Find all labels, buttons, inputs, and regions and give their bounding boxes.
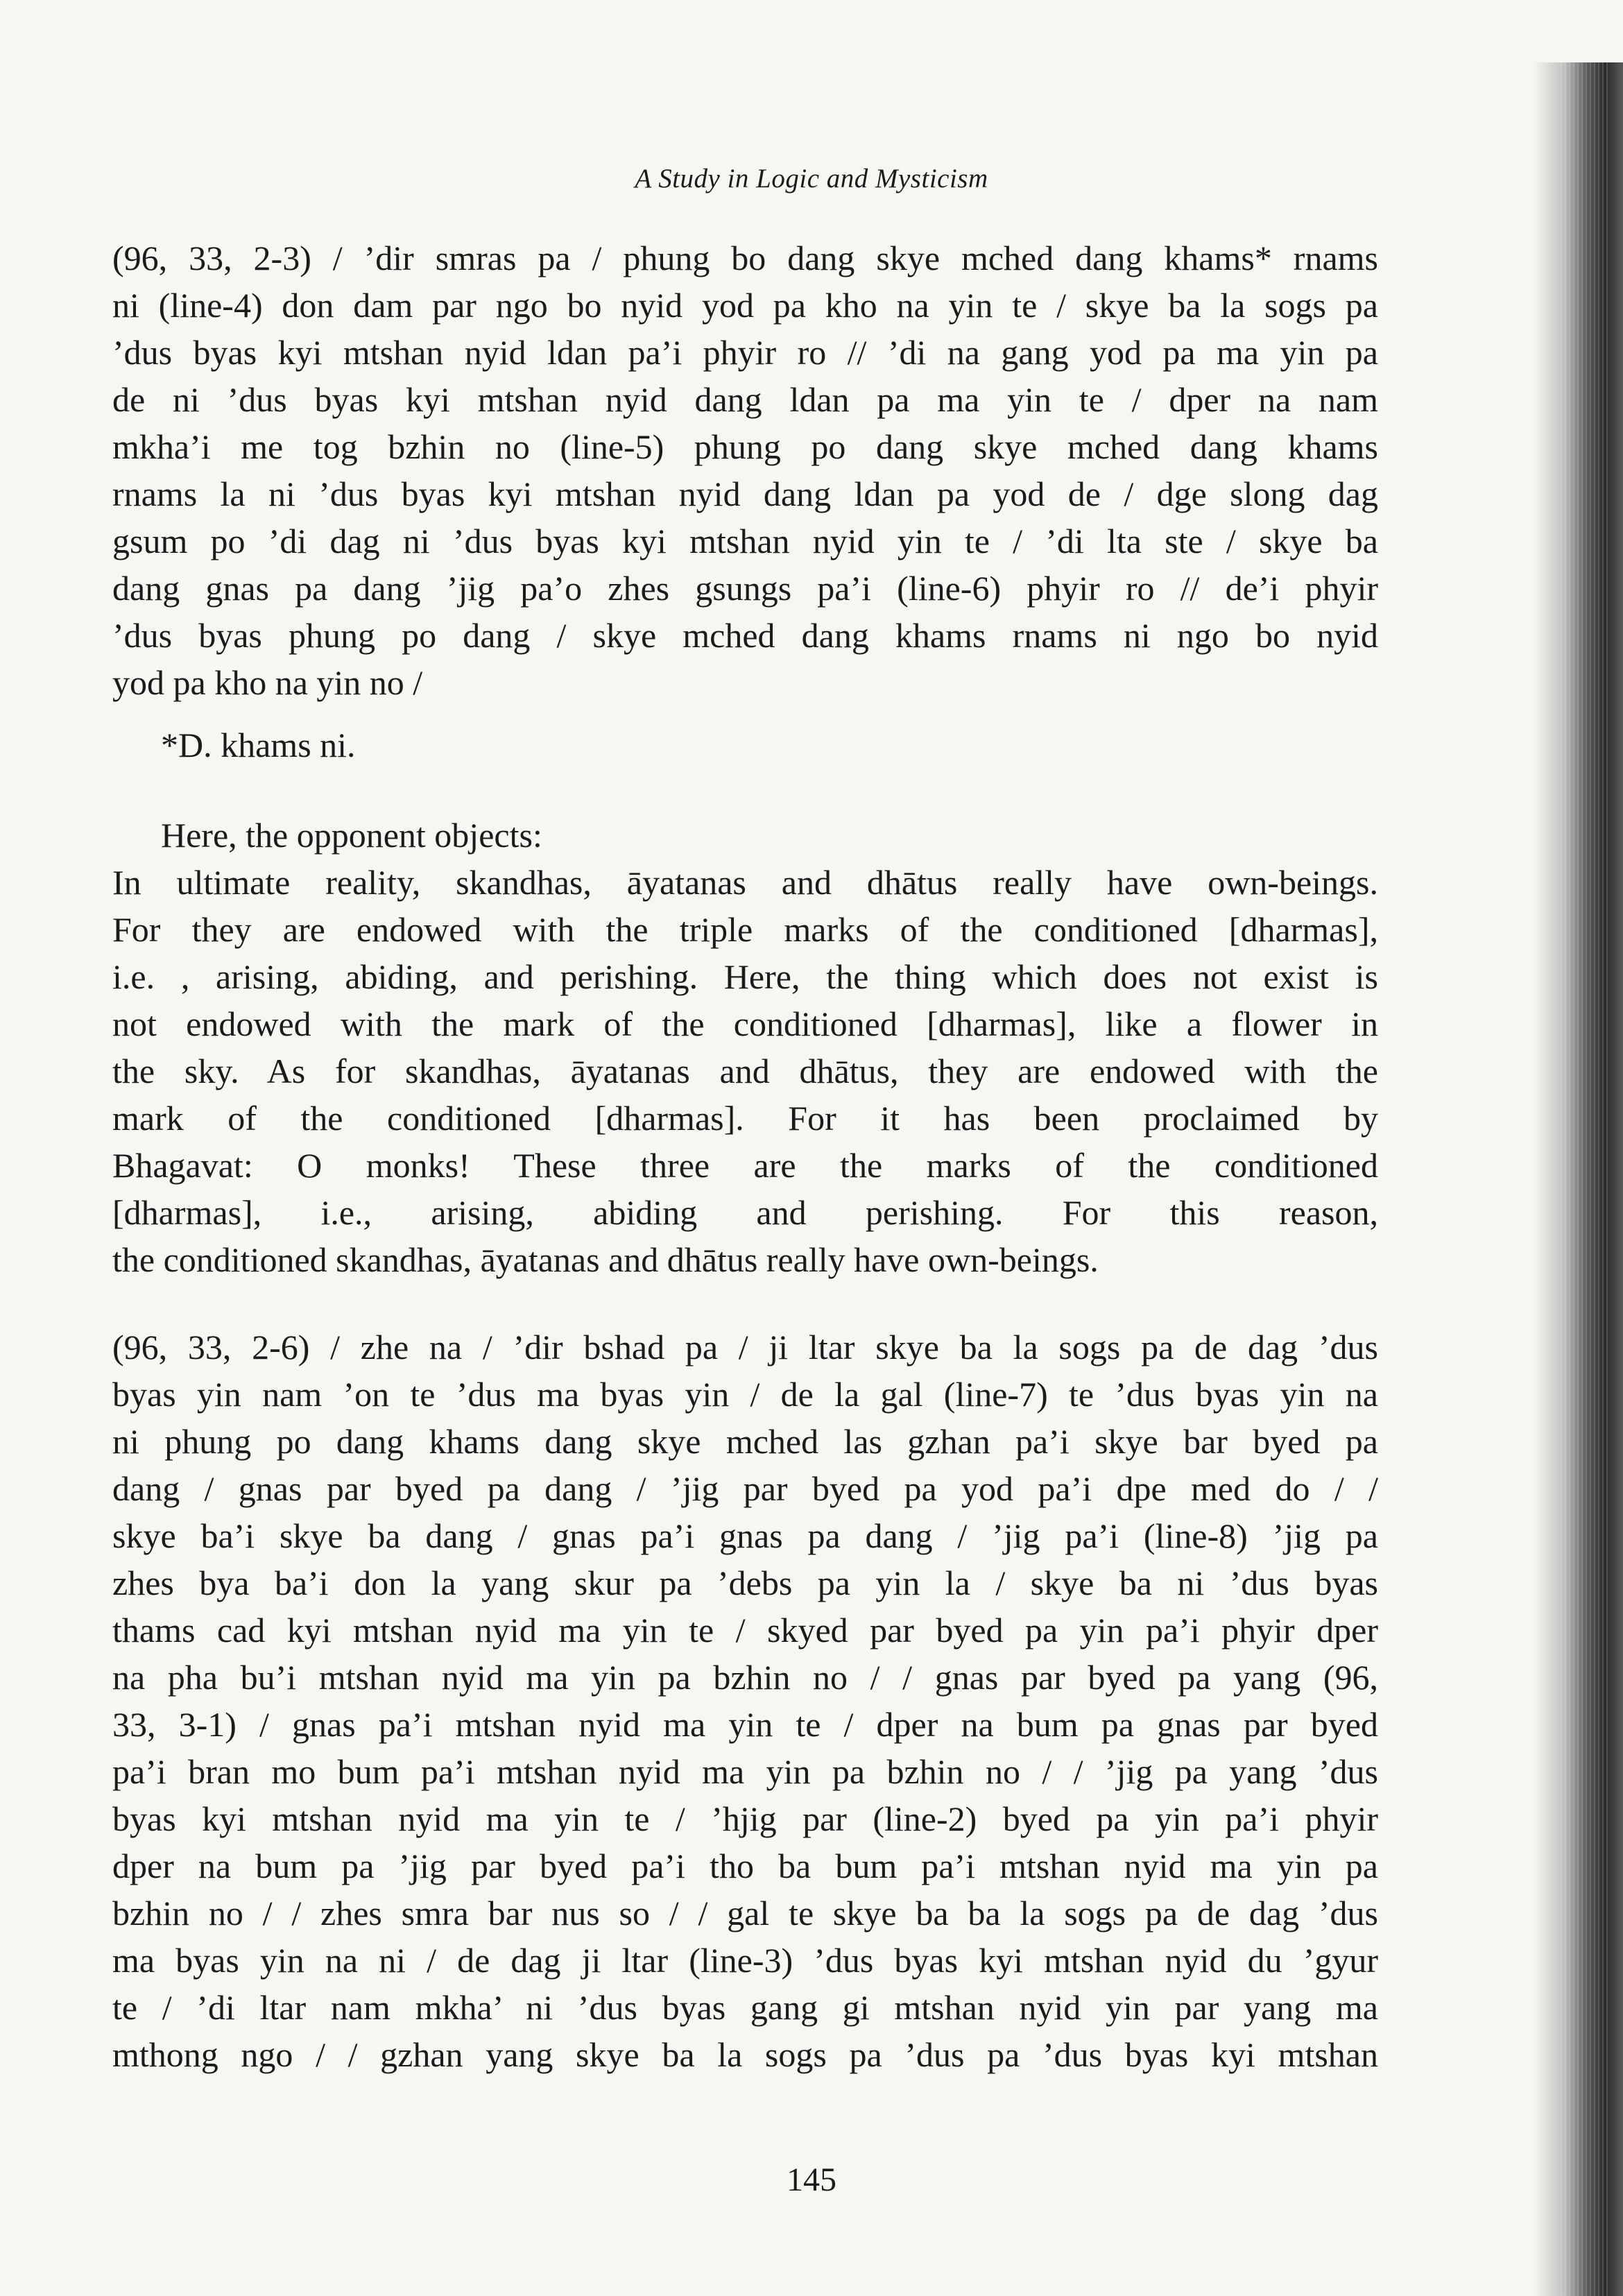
text-line: yod pa kho na yin no / (112, 663, 423, 702)
text-line: rnams la ni ’dus byas kyi mtshan nyid dang ldan pa yod de / dge slong dag (112, 474, 1378, 513)
text-line: the sky. As for skandhas, āyatanas and dhātus, they are endowed with the (112, 1052, 1378, 1090)
translation-paragraph (112, 859, 1378, 1283)
text-line: For they are endowed with the triple marks of the conditioned [dharmas], (112, 910, 1378, 949)
text-line: (96, 33, 2-6) / zhe na / ’dir bshad pa / ji ltar skye ba la sogs pa de dag ’dus (112, 1328, 1378, 1367)
running-header: A Study in Logic and Mysticism (635, 164, 988, 194)
text-line: ni phung po dang khams dang skye mched las gzhan pa’i skye bar byed pa (112, 1422, 1378, 1461)
text-line: gsum po ’di dag ni ’dus byas kyi mtshan nyid yin te / ’di lta ste / skye ba (112, 522, 1378, 560)
text-line: ni (line-4) don dam par ngo bo nyid yod pa kho na yin te / skye ba la sogs pa (112, 286, 1378, 325)
text-line: mthong ngo / / gzhan yang skye ba la sogs pa ’dus pa ’dus byas kyi mtshan (112, 2035, 1378, 2074)
text-line: byas kyi mtshan nyid ma yin te / ’hjig par (line-2) byed pa yin pa’i phyir (112, 1799, 1378, 1838)
text-line: dper na bum pa ’jig par byed pa’i tho ba bum pa’i mtshan nyid ma yin pa (112, 1847, 1378, 1885)
book-binding-texture (1561, 62, 1609, 2296)
text-line: not endowed with the mark of the conditioned [dharmas], like a flower in (112, 1004, 1378, 1043)
text-line: 33, 3-1) / gnas pa’i mtshan nyid ma yin te / dper na bum pa gnas par byed (112, 1705, 1378, 1744)
text-line: mkha’i me tog bzhin no (line-5) phung po dang skye mched dang khams (112, 427, 1378, 466)
text-line: skye ba’i skye ba dang / gnas pa’i gnas pa dang / ’jig pa’i (line-8) ’jig pa (112, 1516, 1378, 1555)
text-line: te / ’di ltar nam mkha’ ni ’dus byas gang gi mtshan nyid yin par yang ma (112, 1988, 1378, 2027)
text-line: byas yin nam ’on te ’dus ma byas yin / de la gal (line-7) te ’dus byas yin na (112, 1375, 1378, 1414)
text-line: ma byas yin na ni / de dag ji ltar (line-3) ’dus byas kyi mtshan nyid du ’gyur (112, 1941, 1378, 1980)
text-line: In ultimate reality, skandhas, āyatanas and dhātus really have own-beings. (112, 863, 1378, 902)
text-line: ’dus byas phung po dang / skye mched dang khams rnams ni ngo bo nyid (112, 616, 1378, 655)
text-line: pa’i bran mo bum pa’i mtshan nyid ma yin pa bzhin no / / ’jig pa yang ’dus (112, 1752, 1378, 1791)
text-line: i.e. , arising, abiding, and perishing. Here, the thing which does not exist is (112, 957, 1378, 996)
text-line: thams cad kyi mtshan nyid ma yin te / skyed par byed pa yin pa’i phyir dper (112, 1611, 1378, 1650)
text-line: de ni ’dus byas kyi mtshan nyid dang ldan pa ma yin te / dper na nam (112, 380, 1378, 419)
text-line: (96, 33, 2-3) / ’dir smras pa / phung bo dang skye mched dang khams* rnams (112, 239, 1378, 277)
text-line: ’dus byas kyi mtshan nyid ldan pa’i phyir ro // ’di na gang yod pa ma yin pa (112, 333, 1378, 372)
text-line: zhes bya ba’i don la yang skur pa ’debs pa yin la / skye ba ni ’dus byas (112, 1563, 1378, 1602)
text-line: the conditioned skandhas, āyatanas and dhātus really have own-beings. (112, 1240, 1099, 1279)
footnote: *D. khams ni. (161, 726, 356, 764)
page-number: 145 (787, 2161, 836, 2198)
text-line: dang gnas pa dang ’jig pa’o zhes gsungs pa’i (line-6) phyir ro // de’i phyir (112, 569, 1378, 608)
tibetan-passage-2 (112, 1323, 1378, 2078)
text-line: [dharmas], i.e., arising, abiding and perishing. For this reason, (112, 1193, 1378, 1232)
text-line: Bhagavat: O monks! These three are the marks of the conditioned (112, 1146, 1378, 1185)
text-line: na pha bu’i mtshan nyid ma yin pa bzhin no / / gnas par byed pa yang (96, (112, 1658, 1378, 1697)
tibetan-passage-1 (112, 234, 1378, 706)
text-line: mark of the conditioned [dharmas]. For it has been proclaimed by (112, 1099, 1378, 1138)
text-line: bzhin no / / zhes smra bar nus so / / gal te skye ba ba la sogs pa de dag ’dus (112, 1894, 1378, 1933)
translation-intro: Here, the opponent objects: (161, 816, 542, 855)
text-line: dang / gnas par byed pa dang / ’jig par byed pa yod pa’i dpe med do / / (112, 1469, 1378, 1508)
